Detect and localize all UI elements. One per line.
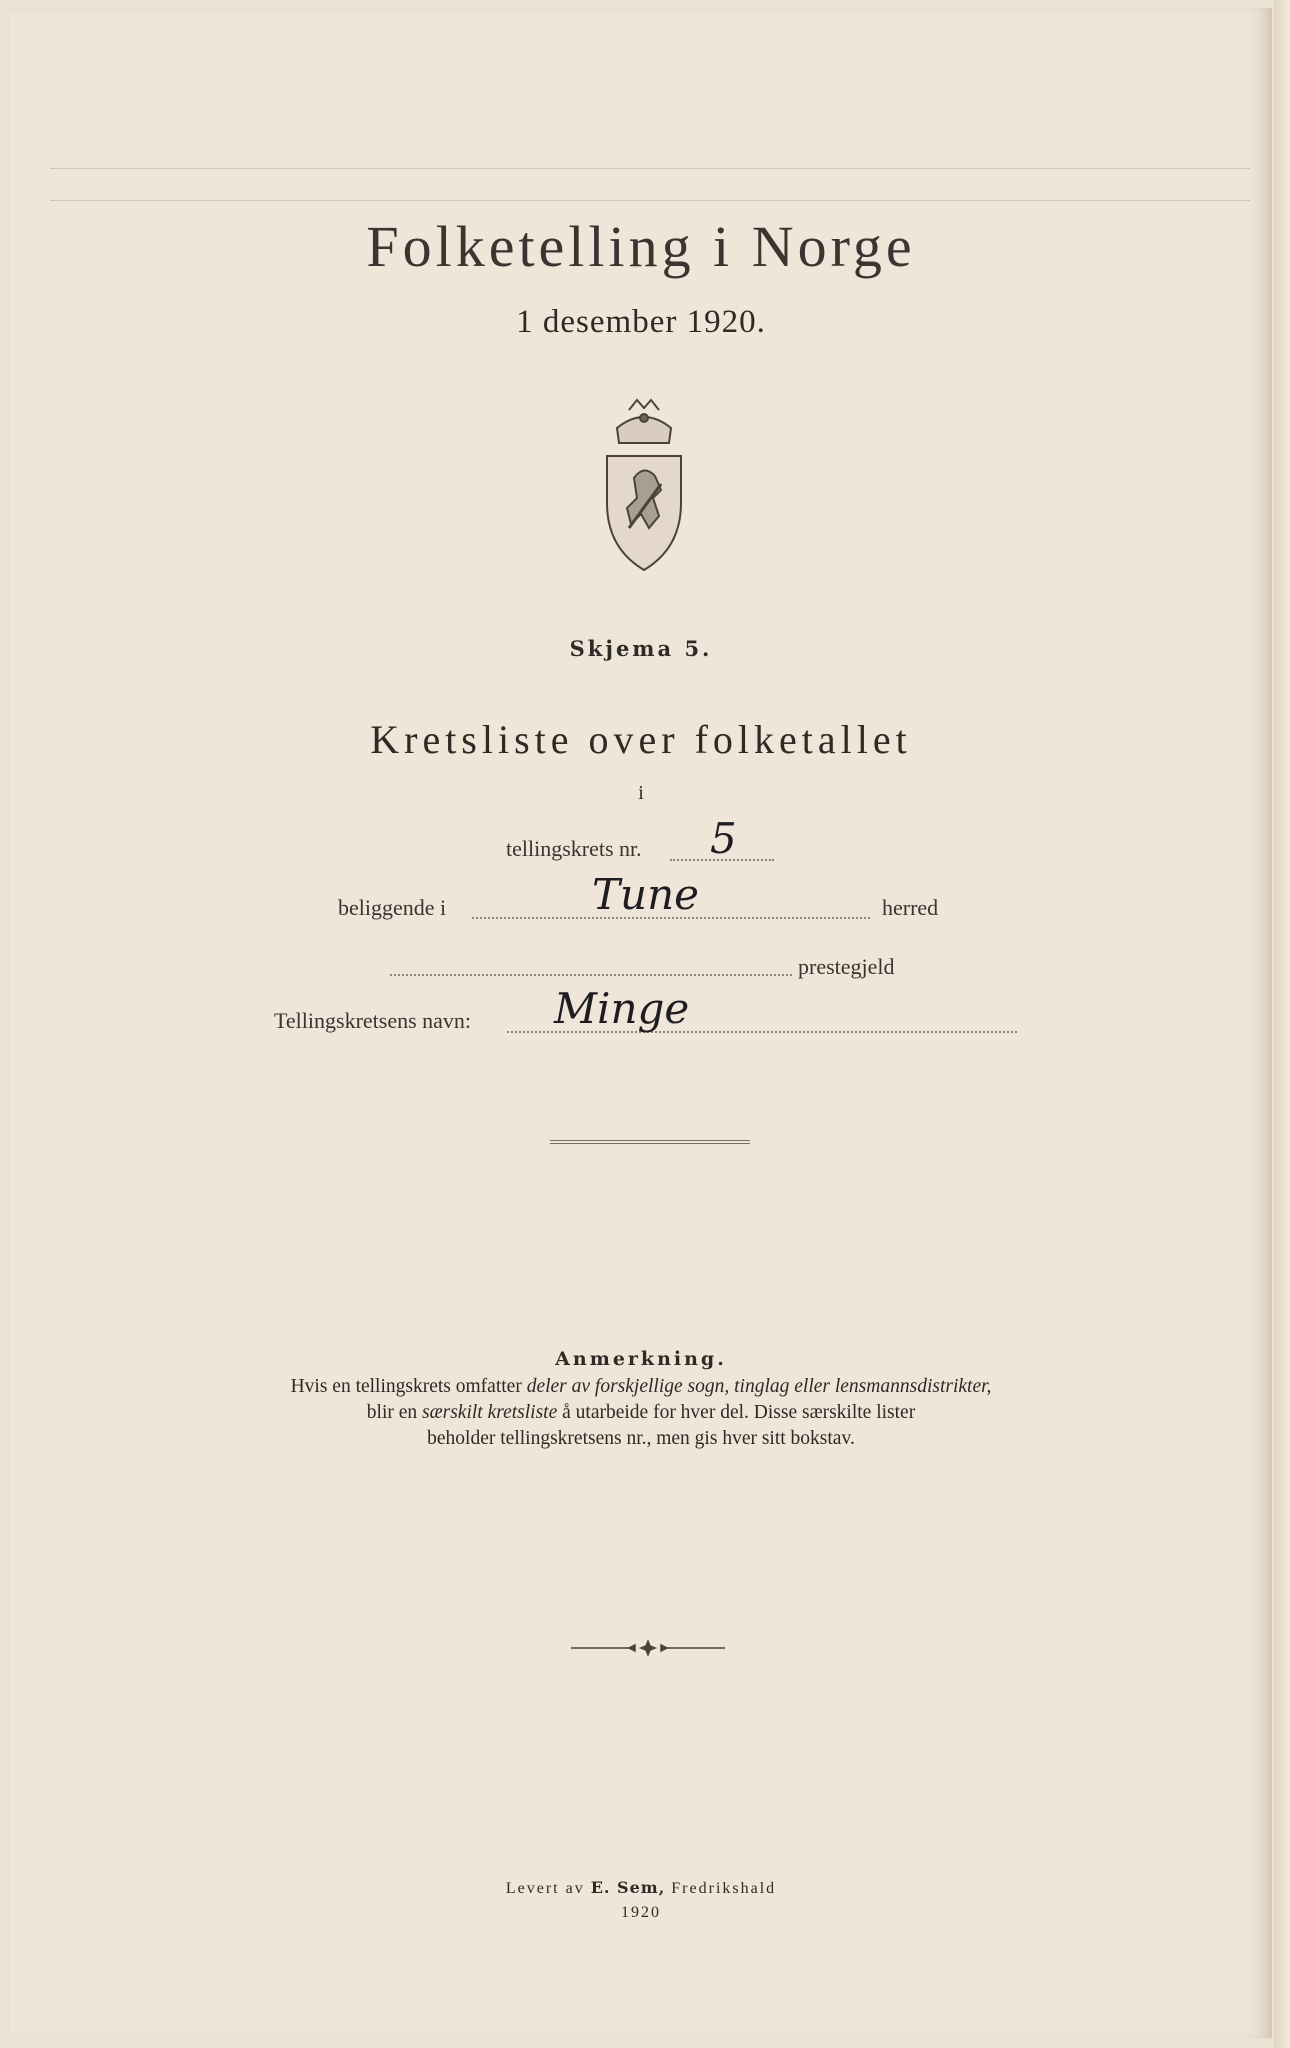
document-date: 1 desember 1920. [516, 304, 766, 340]
krets-label: tellingskrets nr. [506, 836, 642, 861]
note-title: Anmerkning. [555, 1348, 727, 1370]
navn-value: Minge [554, 984, 690, 1033]
census-form-page [10, 8, 1272, 2038]
note-line-1: Hvis en tellingskrets omfatter deler av forskjellige sogn, tinglag eller lensmannsdistrikter, [290, 1376, 992, 1397]
ornament-icon [571, 1640, 725, 1656]
note-line-2: blir en særskilt kretsliste å utarbeide for hver del. Disse særskilte lister [366, 1402, 916, 1423]
printer-year: 1920 [621, 1904, 661, 1921]
beliggende-value: Tune [592, 870, 699, 919]
page-edge [1274, 0, 1290, 2048]
divider-rule [550, 1140, 750, 1144]
beliggende-label: beliggende i [338, 895, 447, 920]
connector-text: i [638, 782, 644, 804]
prestegjeld-line [390, 974, 792, 976]
printer-line: Levert av E. Sem, Fredrikshald [505, 1878, 777, 1897]
prestegjeld-label: prestegjeld [798, 954, 895, 979]
printer-credit [10, 1876, 1272, 1925]
coat-of-arms-icon [589, 398, 699, 573]
document-title: Folketelling i Norge [366, 214, 916, 279]
krets-value: 5 [710, 814, 737, 863]
herred-label: herred [882, 895, 939, 920]
form-heading: Kretsliste over folketallet [370, 717, 912, 762]
schema-number: Skjema 5. [569, 636, 713, 661]
note-line-3: beholder tellingskretsens nr., men gis hver sitt bokstav. [427, 1428, 855, 1449]
note-text [10, 1374, 1272, 1452]
navn-label: Tellingskretsens navn: [274, 1008, 472, 1033]
